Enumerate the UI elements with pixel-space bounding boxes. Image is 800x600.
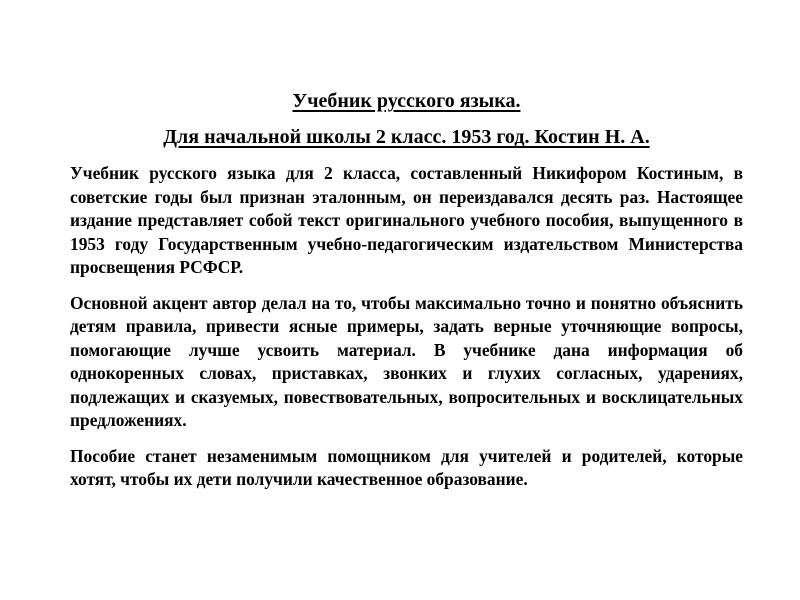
paragraph-1: Учебник русского языка для 2 класса, составленный Никифором Костиным, в советские годы был признан эталонным, он переиздавался десять раз. Настоящее издание представляет собой текст оригинального учебного пособия, выпущенного в 1953 году Государственным учебно-педагогическим издательством Министерства просвещения РСФСР. [70,163,743,277]
paragraph-2: Основной акцент автор делал на то, чтобы максимально точно и понятно объяснить детям правила, привести ясные примеры, задать верные уточняющие вопросы, помогающие лучше усвоить материал. В учебнике дана информация об однокоренных словах, приставках, звонких и глухих согласных, ударениях, подлежащих и сказуемых, повествовательных, вопросительных и восклицательных предложениях. [70,292,743,430]
title-block [70,88,743,150]
document-subtitle: Для начальной школы 2 класс. 1953 год. Костин Н. А. [163,126,650,148]
paragraph-3: Пособие станет незаменимым помощником для учителей и родителей, которые хотят, чтобы их дети получили качественное образование. [70,445,743,489]
document-title: Учебник русского языка. [292,90,521,112]
document-page [70,88,743,492]
